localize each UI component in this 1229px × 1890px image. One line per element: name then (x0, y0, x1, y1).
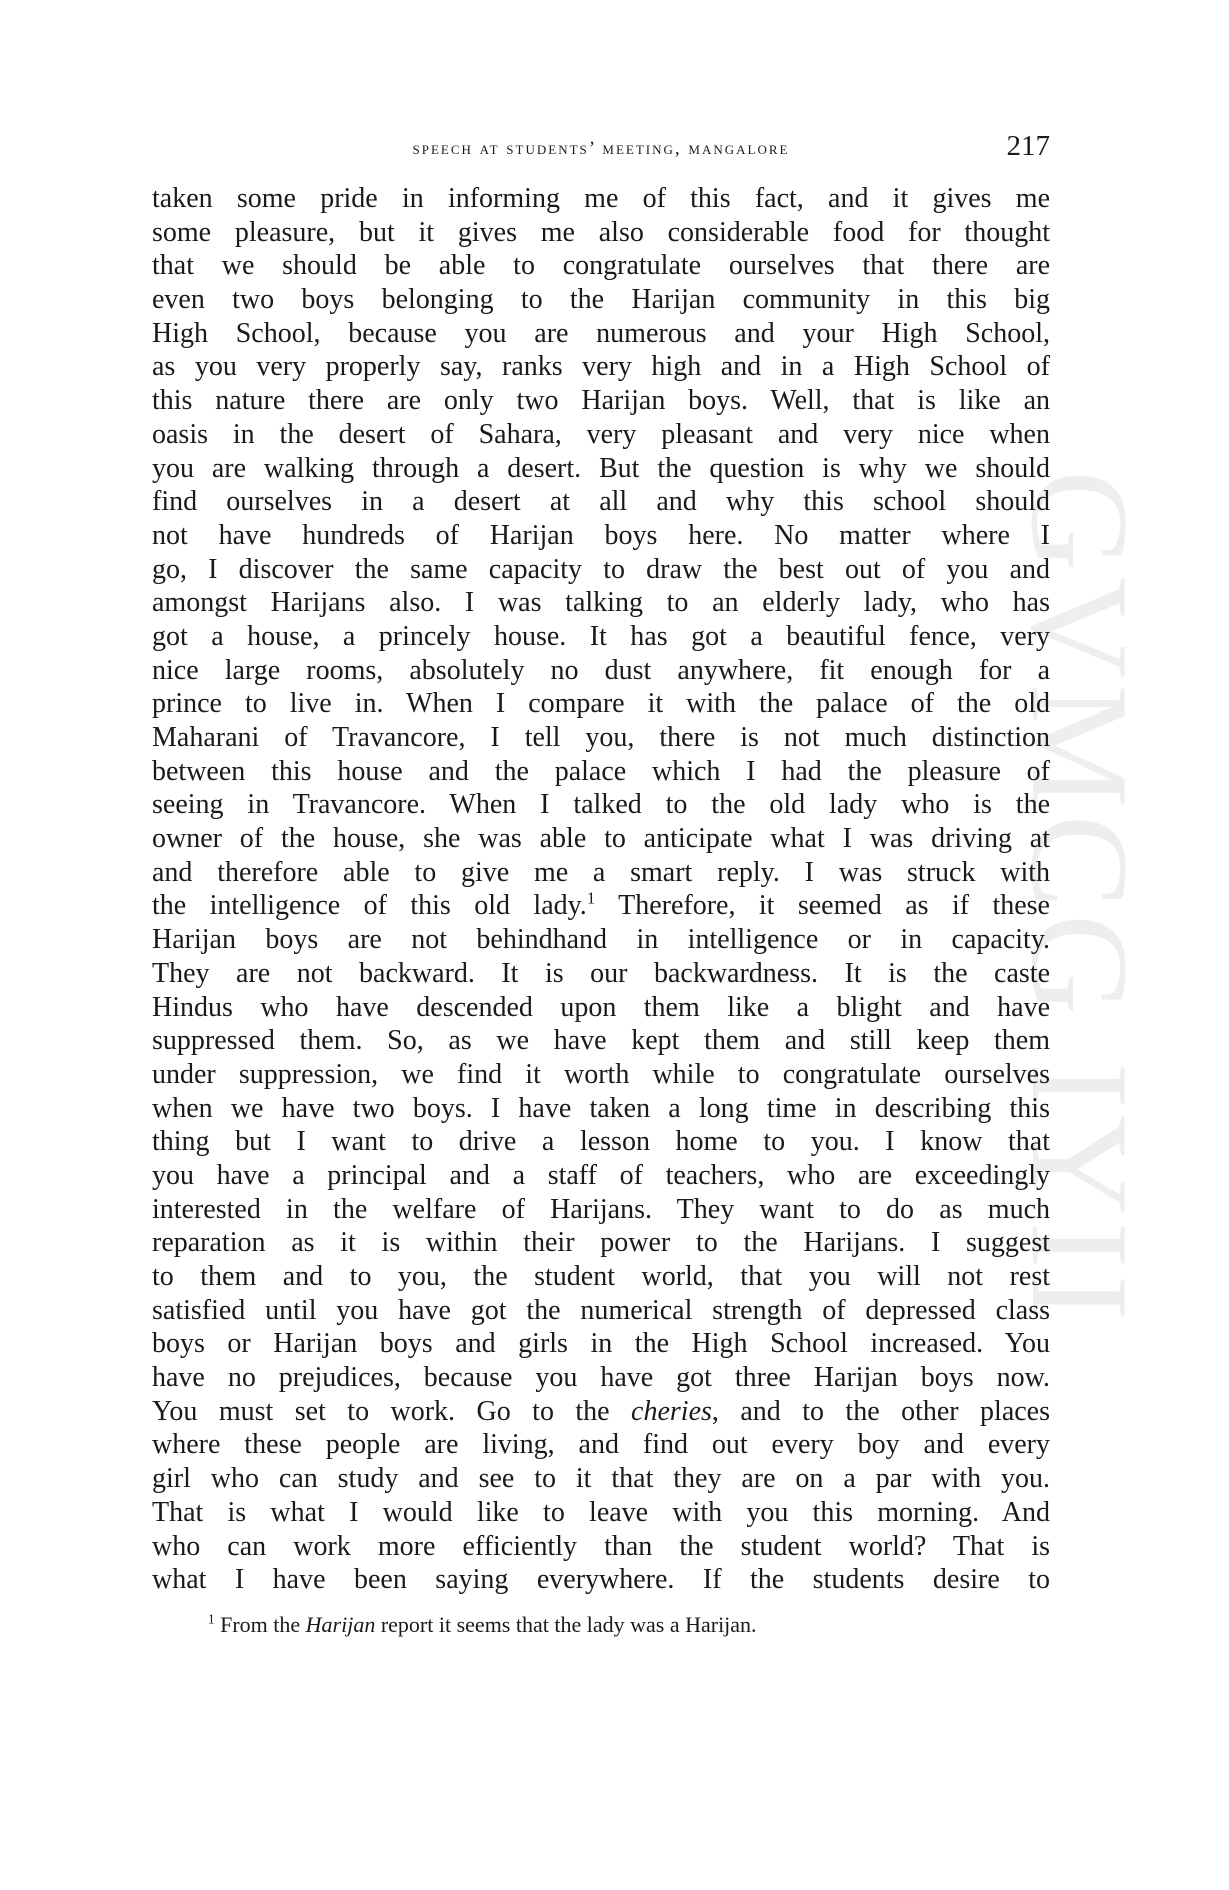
text-line: interested in the welfare of Harijans. They want to do as much (152, 1193, 1050, 1225)
text-line: amongst Harijans also. I was talking to an elderly lady, who has (152, 587, 1050, 619)
text-line-part: You must set to work. Go to the (152, 1395, 632, 1427)
italic-term: cheries (631, 1395, 712, 1427)
text-line: owner of the house, she was able to anticipate what I was driving at (152, 823, 1050, 855)
text-line: to them and to you, the student world, that you will not rest (152, 1261, 1050, 1292)
footnote-marker: 1 (208, 1611, 215, 1627)
text-line: go, I discover the same capacity to draw the best out of you and (152, 553, 1050, 585)
text-line: Hindus who have descended upon them like a blight and have (152, 991, 1050, 1023)
text-line: you have a principal and a staff of teachers, who are exceedingly (152, 1159, 1050, 1191)
text-line: taken some pride in informing me of this fact, and it gives me (152, 183, 1050, 214)
text-line-with-footnote-ref (152, 889, 1050, 923)
text-line: Harijan boys are not behindhand in intelligence or in capacity. (152, 924, 1050, 956)
text-line: That is what I would like to leave with you this morning. And (152, 1496, 1050, 1528)
text-line: find ourselves in a desert at all and why this school should (152, 486, 1050, 518)
text-line: satisfied until you have got the numerical strength of depressed class (152, 1294, 1050, 1326)
text-line: thing but I want to drive a lesson home to you. I know that (152, 1126, 1050, 1158)
text-line: as you very properly say, ranks very high and in a High School of (152, 351, 1050, 383)
text-line: even two boys belonging to the Harijan community in this big (152, 284, 1050, 316)
watermark-text: GVMCG IYII (1002, 470, 1157, 1328)
text-line: nice large rooms, absolutely no dust anywhere, fit enough for a (152, 654, 1050, 686)
text-line: reparation as it is within their power to the Harijans. I suggest (152, 1227, 1050, 1259)
footnote-suffix: report it seems that the lady was a Harijan. (375, 1612, 757, 1637)
text-line-part: Therefore, it seemed as if these (595, 890, 1050, 922)
text-line: between this house and the palace which I had the pleasure of (152, 755, 1050, 787)
text-line: this nature there are only two Harijan boys. Well, that is like an (152, 385, 1050, 417)
text-line: and therefore able to give me a smart reply. I was struck with (152, 856, 1050, 888)
text-line: oasis in the desert of Sahara, very pleasant and very nice when (152, 418, 1050, 450)
page-header (152, 130, 1050, 170)
page-number: 217 (1006, 130, 1050, 162)
text-line: under suppression, we find it worth while to congratulate ourselves (152, 1058, 1050, 1090)
text-line: suppressed them. So, as we have kept them and still keep them (152, 1025, 1050, 1057)
text-line: not have hundreds of Harijan boys here. No matter where I (152, 519, 1050, 551)
text-line: got a house, a princely house. It has got a beautiful fence, very (152, 620, 1050, 652)
text-line: prince to live in. When I compare it with the palace of the old (152, 688, 1050, 720)
text-line: seeing in Travancore. When I talked to the old lady who is the (152, 789, 1050, 821)
text-line-part: , and to the other places (711, 1395, 1050, 1427)
footnote-reference: 1 (586, 889, 596, 909)
text-line-with-italic (152, 1395, 1050, 1429)
text-line-part: the intelligence of this old lady. (152, 890, 587, 922)
text-line: what I have been saying everywhere. If the students desire to (152, 1564, 1050, 1596)
footnote-italic: Harijan (305, 1612, 376, 1637)
running-head: speech at students’ meeting, mangalore (412, 138, 790, 159)
text-line: some pleasure, but it gives me also considerable food for thought (152, 216, 1050, 248)
text-line: when we have two boys. I have taken a long time in describing this (152, 1092, 1050, 1124)
text-line: where these people are living, and find out every boy and every (152, 1429, 1050, 1461)
text-line: that we should be able to congratulate ourselves that there are (152, 250, 1050, 282)
footnote-prefix: From the (214, 1612, 306, 1637)
text-line: have no prejudices, because you have got three Harijan boys now. (152, 1362, 1050, 1394)
text-line: Maharani of Travancore, I tell you, there is not much distinction (152, 722, 1050, 753)
text-line: High School, because you are numerous and your High School, (152, 317, 1050, 349)
text-line: girl who can study and see to it that they are on a par with you. (152, 1463, 1050, 1495)
body-text (152, 182, 1050, 1597)
text-line: They are not backward. It is our backwardness. It is the caste (152, 957, 1050, 989)
footnote (208, 1612, 757, 1638)
text-line: boys or Harijan boys and girls in the High School increased. You (152, 1328, 1050, 1360)
text-line: you are walking through a desert. But the question is why we should (152, 452, 1050, 484)
text-line: who can work more efficiently than the student world? That is (152, 1530, 1050, 1562)
